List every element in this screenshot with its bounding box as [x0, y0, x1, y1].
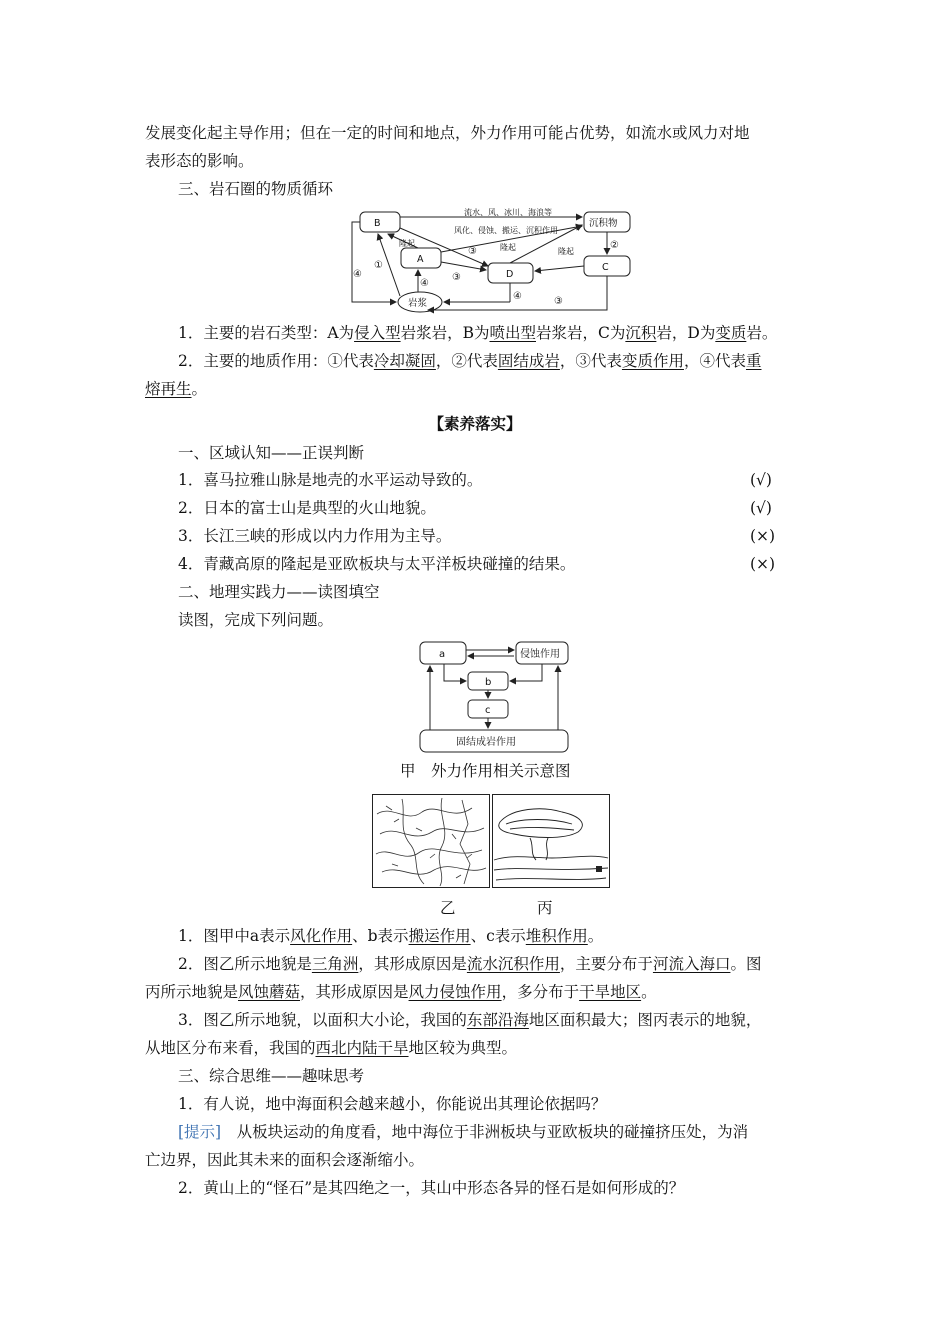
- judgment-mark-1: (√): [750, 471, 772, 489]
- rock-types-item: 1．主要的岩石类型：A为侵入型岩浆岩，B为喷出型岩浆岩，C为沉积岩，D为变质岩。: [178, 324, 778, 342]
- intro-line-1: 发展变化起主导作用；但在一定的时间和地点，外力作用可能占优势，如流水或风力对地: [145, 124, 750, 142]
- circle-num-3-mid: ③: [452, 272, 461, 283]
- part2-question-3: 3．图乙所示地貌，以面积大小论，我国的东部沿海地区面积最大；图丙表示的地貌，: [178, 1011, 762, 1029]
- rock-cycle-diagram: [348, 206, 638, 318]
- label-agents: 流水、风、冰川、海浪等: [464, 208, 552, 217]
- judgment-mark-4: (×): [750, 555, 776, 573]
- circle-num-2: ②: [610, 240, 619, 251]
- part3-question-1: 1．有人说，地中海面积会越来越小，你能说出其理论依据吗？: [178, 1095, 607, 1113]
- label-c: C: [602, 262, 609, 273]
- label-a: a: [439, 649, 446, 660]
- hint-label: [提示]: [178, 1123, 222, 1141]
- part3-title: 三、综合思维——趣味思考: [178, 1067, 365, 1085]
- label-a: A: [417, 254, 424, 265]
- mushroom-rock-sketch: [492, 794, 610, 888]
- geological-processes-item: 2．主要的地质作用：①代表冷却凝固，②代表固结成岩，③代表变质作用，④代表重: [178, 352, 762, 370]
- label-processes: 风化、侵蚀、搬运、沉积作用: [454, 226, 558, 235]
- figure-yi-caption: 乙: [440, 899, 456, 917]
- judgment-mark-2: (√): [750, 499, 772, 517]
- circle-num-3-top: ③: [468, 246, 477, 257]
- part3-hint: [提示] 从板块运动的角度看，地中海位于非洲板块与亚欧板块的碰撞挤压处，为消: [178, 1123, 749, 1141]
- part2-question-1: 1．图甲中a表示风化作用、b表示搬运作用、c表示堆积作用。: [178, 927, 604, 945]
- judgment-item-4: 4．青藏高原的隆起是亚欧板块与太平洋板块碰撞的结果。: [178, 555, 576, 573]
- literacy-section-title: 【素养落实】: [428, 415, 522, 433]
- circle-num-3-bottom: ③: [554, 296, 563, 307]
- part2-title: 二、地理实践力——读图填空: [178, 583, 380, 601]
- delta-sketch: [372, 794, 490, 888]
- label-b: B: [374, 218, 381, 229]
- part2-question-3-cont: 从地区分布来看，我国的西北内陆干旱地区较为典型。: [145, 1039, 518, 1057]
- intro-line-2: 表形态的影响。: [145, 152, 254, 170]
- judgment-item-1: 1．喜马拉雅山脉是地壳的水平运动导致的。: [178, 471, 483, 489]
- judgment-mark-3: (×): [750, 527, 776, 545]
- section-title-rock-cycle: 三、岩石圈的物质循环: [178, 180, 334, 198]
- external-forces-diagram: [414, 636, 574, 756]
- judgment-item-3: 3．长江三峡的形成以内力作用为主导。: [178, 527, 452, 545]
- part1-title: 一、区域认知——正误判断: [178, 444, 365, 462]
- figure-bing-caption: 丙: [537, 899, 553, 917]
- label-uplift-a: 隆起: [399, 239, 415, 248]
- circle-num-4-left: ④: [353, 269, 362, 280]
- judgment-item-2: 2．日本的富士山是典型的火山地貌。: [178, 499, 436, 517]
- geological-processes-item-cont: 熔再生。: [145, 380, 208, 398]
- part2-question-2: 2．图乙所示地貌是三角洲，其形成原因是流水沉积作用，主要分布于河流入海口。图: [178, 955, 762, 973]
- label-sediment: 沉积物: [589, 218, 618, 229]
- circle-num-1: ①: [374, 260, 383, 271]
- label-b: b: [485, 677, 492, 688]
- figure-jia-caption: 甲 外力作用相关示意图: [400, 762, 571, 780]
- label-d: D: [506, 269, 514, 280]
- circle-num-4-right: ④: [513, 291, 522, 302]
- part2-intro: 读图，完成下列问题。: [178, 611, 334, 629]
- part3-question-2: 2．黄山上的“怪石”是其四绝之一，其山中形态各异的怪石是如何形成的？: [178, 1179, 685, 1197]
- label-c: c: [485, 705, 491, 716]
- part2-question-2-cont: 丙所示地貌是风蚀蘑菇，其形成原因是风力侵蚀作用，多分布于干旱地区。: [145, 983, 657, 1001]
- label-erosion: 侵蚀作用: [520, 649, 560, 660]
- label-magma: 岩浆: [408, 298, 428, 309]
- circle-num-4-mid: ④: [420, 278, 429, 289]
- part3-hint-cont: 亡边界，因此其未来的面积会逐渐缩小。: [145, 1151, 425, 1169]
- label-uplift-c: 隆起: [558, 247, 574, 256]
- label-uplift-d: 隆起: [500, 243, 516, 252]
- label-lithification: 固结成岩作用: [456, 737, 516, 748]
